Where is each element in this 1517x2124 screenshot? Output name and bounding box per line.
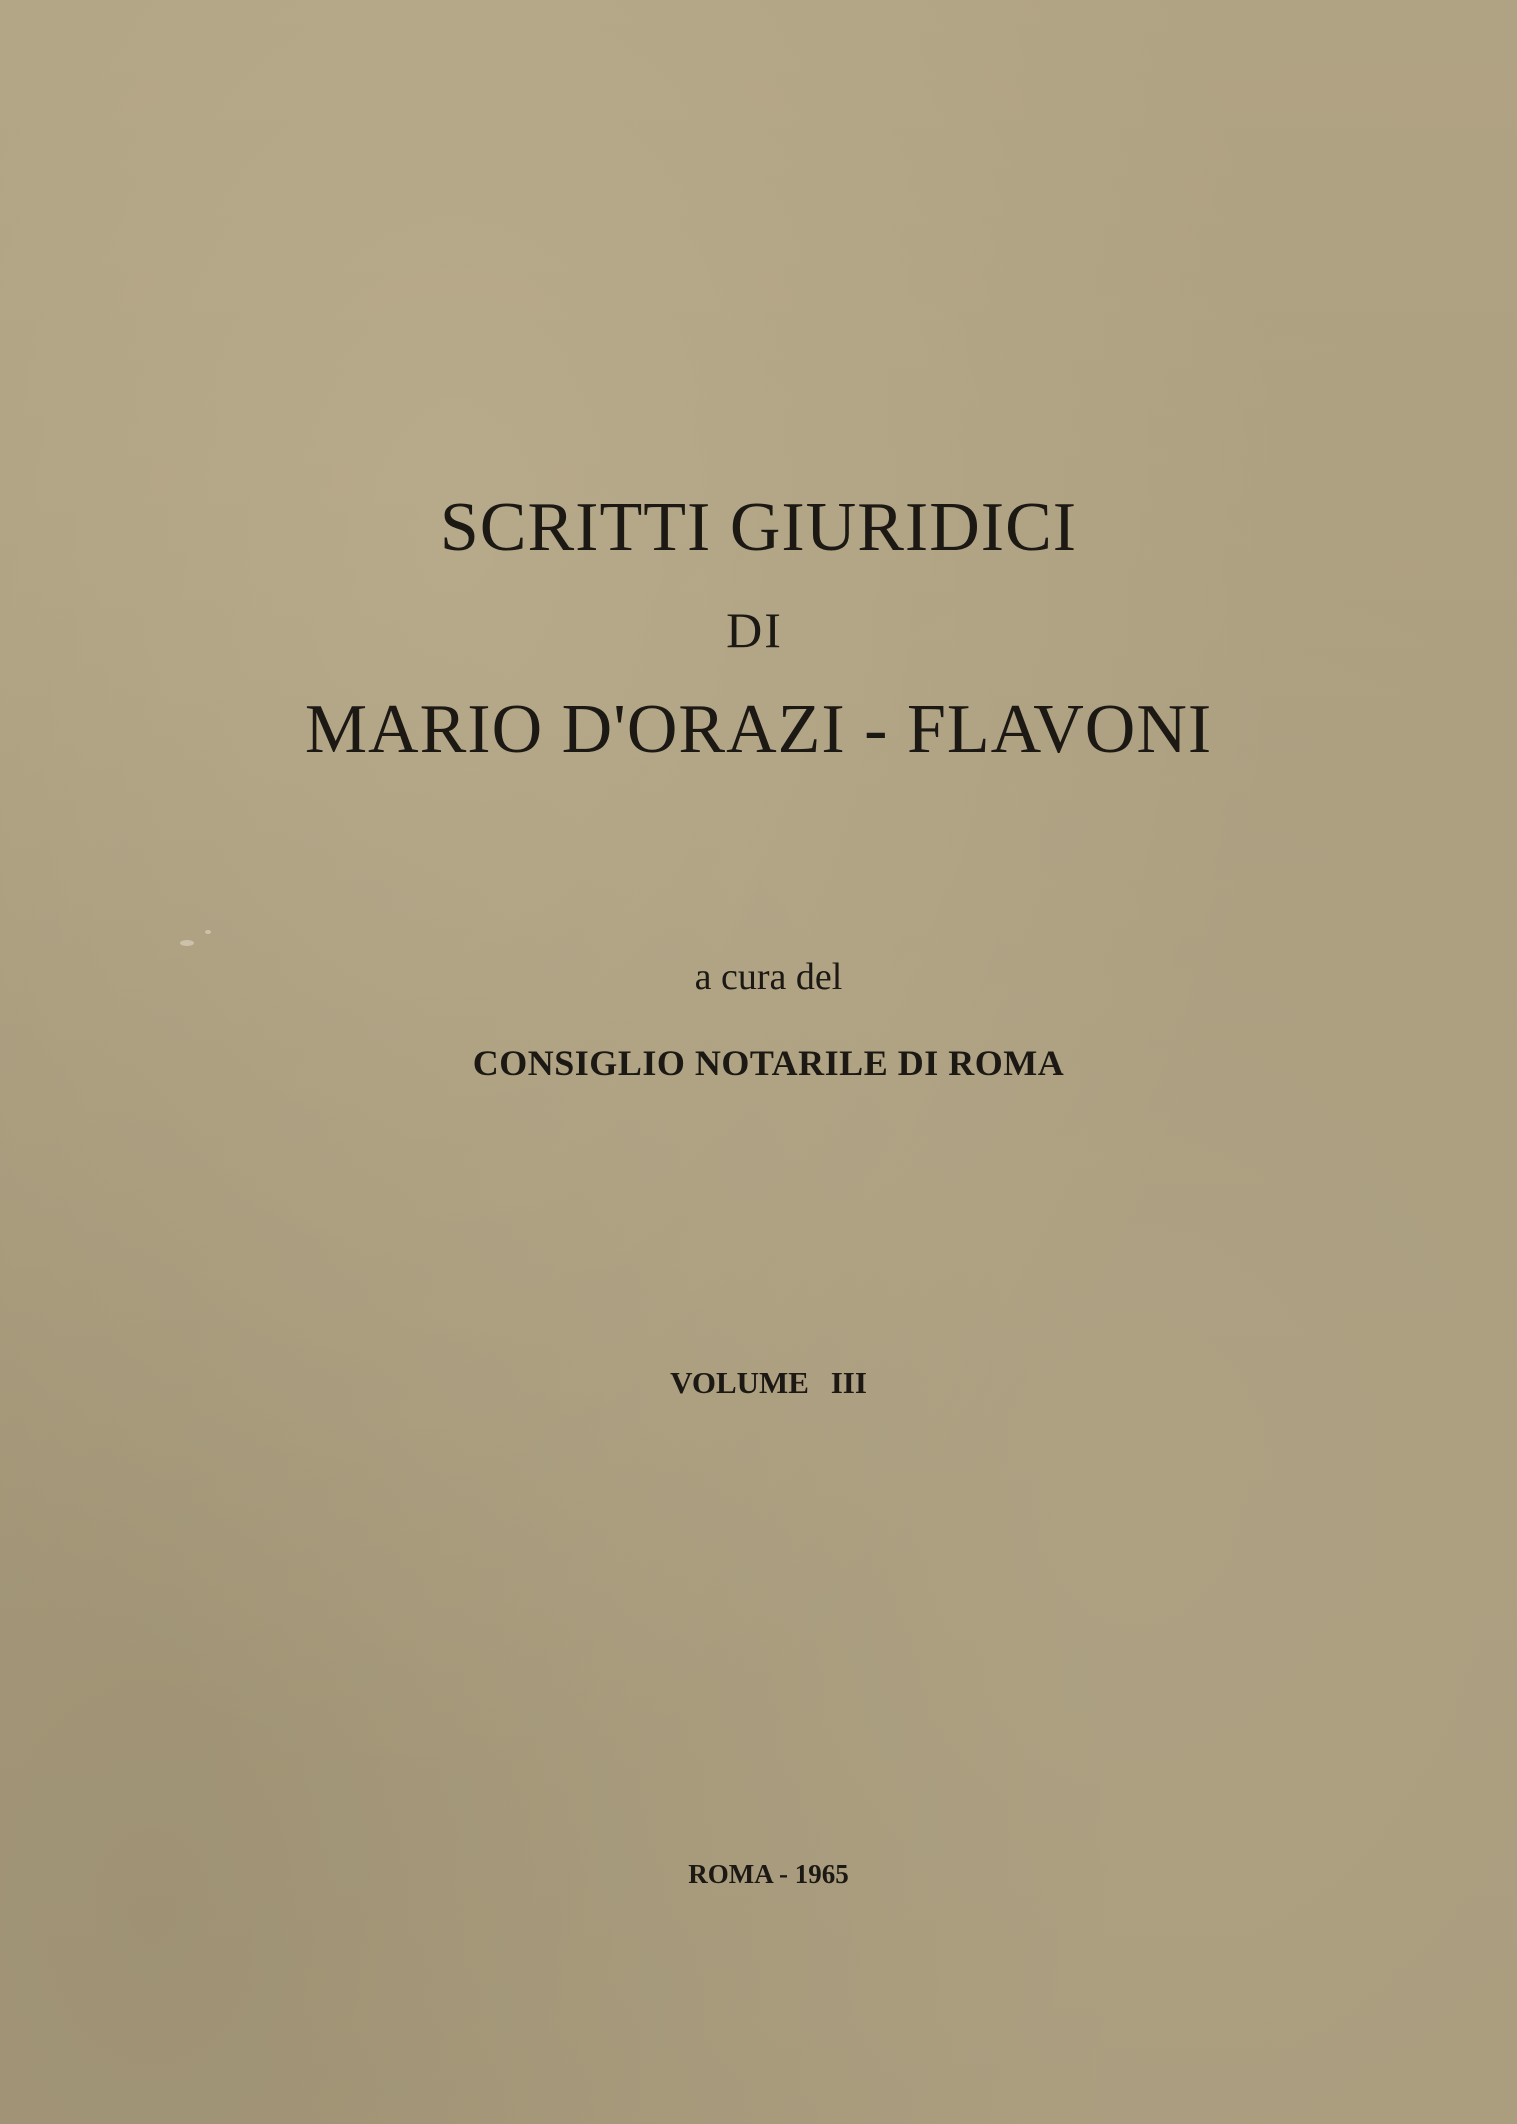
cover-title-connector: DI (726, 602, 783, 658)
paper-speck (205, 930, 211, 934)
curator-name: CONSIGLIO NOTARILE DI ROMA (472, 1043, 1065, 1083)
volume-label: VOLUME III (670, 1365, 867, 1400)
imprint-place-year: ROMA - 1965 (688, 1859, 849, 1889)
curator-intro: a cura del (694, 956, 843, 998)
paper-speck (180, 940, 194, 946)
cover-author: MARIO D'ORAZI - FLAVONI (304, 691, 1213, 768)
cover-title: SCRITTI GIURIDICI (439, 489, 1078, 566)
